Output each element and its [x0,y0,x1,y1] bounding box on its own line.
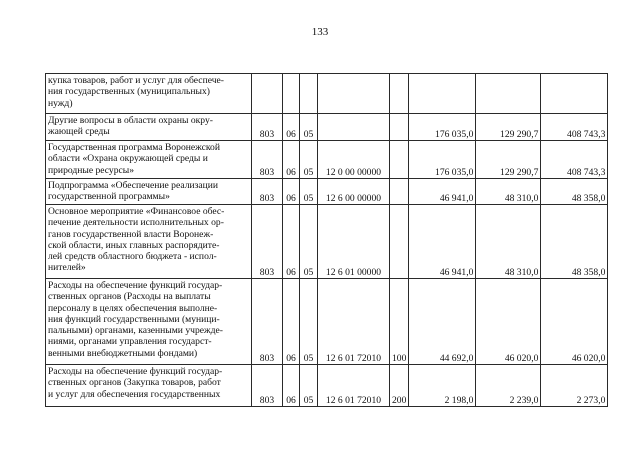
description-line: области «Охрана окружающей среды и [48,153,208,165]
amount-year3-cell: 48 358,0 [541,205,608,279]
amount-year3-cell: 48 358,0 [541,179,608,205]
amount-year1-cell: 44 692,0 [409,279,476,365]
pr-cell: 05 [300,141,318,179]
description-line: персоналу в целях обеспечения выполне- [48,302,218,314]
csr-cell [318,74,390,114]
ved-cell: 803 [252,114,283,141]
description-cell [46,365,252,407]
pr-cell: 05 [300,279,318,365]
csr-cell: 12 6 01 72010 [318,365,390,407]
vr-cell: 200 [390,365,409,407]
csr-cell: 12 0 00 00000 [318,141,390,179]
description-cell [46,114,252,141]
rz-cell: 06 [283,179,300,205]
description-cell [46,279,252,365]
description-line: купка товаров, работ и услуг для обеспече- [48,75,224,86]
description-line: Расходы на обеспечение функций государ- [48,366,223,377]
amount-year1-cell: 46 941,0 [409,205,476,279]
csr-cell [318,114,390,141]
ved-cell: 803 [252,279,283,365]
pr-cell: 05 [300,179,318,205]
amount-year3-cell: 408 743,3 [541,141,608,179]
description-line: ской области, иных главных распорядите- [48,239,220,251]
ved-cell: 803 [252,141,283,179]
description-line: ственных органов (Закупка товаров, работ [48,377,221,389]
description-line: природные ресурсы» [48,164,135,176]
vr-cell [390,74,409,114]
rz-cell: 06 [283,114,300,141]
amount-year3-cell [541,74,608,114]
table-row [46,205,608,279]
amount-year2-cell: 48 310,0 [476,179,541,205]
description-line: Другие вопросы в области охраны окру- [48,115,213,126]
description-line: печение деятельности исполнительных ор- [48,217,224,229]
amount-year2-cell: 129 290,7 [476,141,541,179]
amount-year3-cell: 2 273,0 [541,365,608,407]
description-line: ганов государственной власти Воронеж- [48,228,214,240]
pr-cell: 05 [300,205,318,279]
amount-year1-cell: 2 198,0 [409,365,476,407]
pr-cell: 05 [300,114,318,141]
vr-cell [390,114,409,141]
ved-cell: 803 [252,205,283,279]
ved-cell: 803 [252,179,283,205]
description-line: лей средств областного бюджета - испол- [48,251,217,263]
rz-cell: 06 [283,205,300,279]
amount-year1-cell [409,74,476,114]
rz-cell [283,74,300,114]
description-cell [46,205,252,279]
description-line: пальными) органами, казенными учрежде- [48,325,223,337]
description-line: Подпрограмма «Обеспечение реализации [48,180,219,191]
description-line: жающей среды [48,126,110,138]
rz-cell: 06 [283,279,300,365]
vr-cell [390,179,409,205]
table-row [46,74,608,114]
description-line: Государственная программа Воронежской [48,142,220,153]
budget-table [45,73,608,407]
amount-year1-cell: 176 035,0 [409,141,476,179]
description-line: государственной программы» [48,191,170,203]
pr-cell: 05 [300,365,318,407]
ved-cell: 803 [252,365,283,407]
vr-cell: 100 [390,279,409,365]
amount-year2-cell: 48 310,0 [476,205,541,279]
amount-year3-cell: 408 743,3 [541,114,608,141]
rz-cell: 06 [283,365,300,407]
csr-cell: 12 6 00 00000 [318,179,390,205]
amount-year1-cell: 176 035,0 [409,114,476,141]
table-row [46,141,608,179]
amount-year2-cell: 129 290,7 [476,114,541,141]
pr-cell [300,74,318,114]
table-row [46,365,608,407]
description-line: ственных органов (Расходы на выплаты [48,291,211,303]
description-line: венными внебюджетными фондами) [48,347,198,359]
description-line: Расходы на обеспечение функций государ- [48,280,223,291]
table-row [46,279,608,365]
amount-year2-cell [476,74,541,114]
description-line: ниями, органами управления государст- [48,336,212,348]
description-cell [46,179,252,205]
table-row [46,114,608,141]
page-number: 133 [311,26,329,38]
description-line: Основное мероприятие «Финансовое обес- [48,206,225,217]
description-line: ния функций государственными (муници- [48,313,220,325]
description-line: нужд) [48,97,73,109]
description-line: нителей» [48,262,86,274]
amount-year2-cell: 2 239,0 [476,365,541,407]
table-row [46,179,608,205]
description-line: и услуг для обеспечения государственных [48,388,221,400]
rz-cell: 06 [283,141,300,179]
csr-cell: 12 6 01 72010 [318,279,390,365]
amount-year3-cell: 46 020,0 [541,279,608,365]
description-line: ния государственных (муниципальных) [48,86,210,98]
csr-cell: 12 6 01 00000 [318,205,390,279]
vr-cell [390,141,409,179]
amount-year2-cell: 46 020,0 [476,279,541,365]
amount-year1-cell: 46 941,0 [409,179,476,205]
description-cell [46,74,252,114]
vr-cell [390,205,409,279]
ved-cell [252,74,283,114]
description-cell [46,141,252,179]
